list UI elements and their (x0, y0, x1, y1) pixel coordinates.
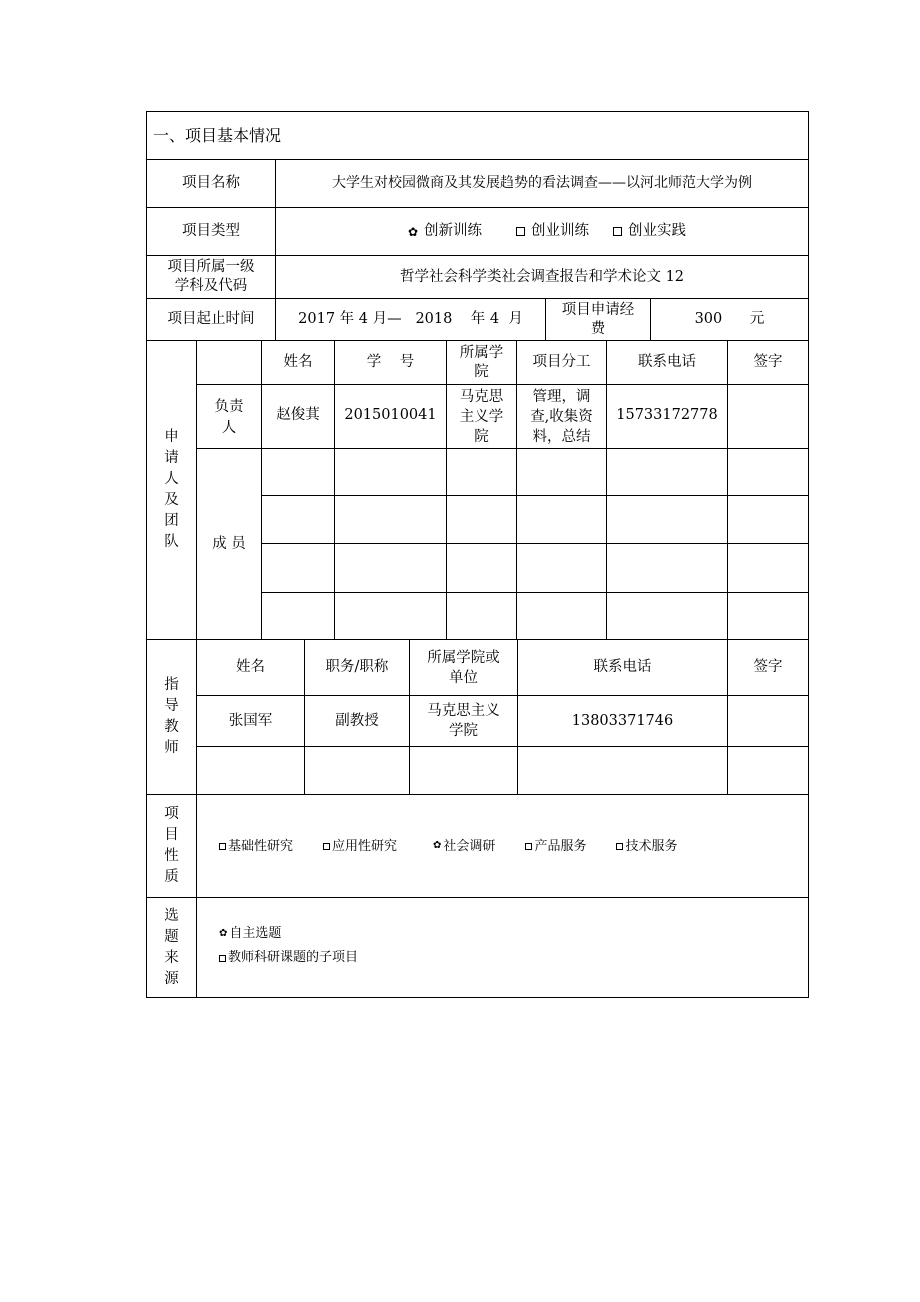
team-row-divider (196, 448, 809, 449)
funding-label: 项目申请经 费 (561, 301, 635, 337)
leader-signature[interactable] (728, 385, 808, 448)
project-type-options (276, 208, 808, 255)
checkbox-icon (613, 227, 622, 236)
team-header-signature: 签字 (753, 354, 783, 370)
type-option-innovation[interactable]: ✿ 创新训练 (407, 223, 483, 239)
leader-role: 管理，调 查,收集资 料，总结 (530, 388, 593, 445)
team-header-student-id: 学 号 (366, 354, 415, 370)
source-option-self-selected[interactable]: ✿ 自主选题 (219, 926, 282, 941)
type-option-startup-practice[interactable]: 创业实践 (613, 221, 686, 242)
checkbox-icon (219, 843, 226, 850)
checkbox-icon (219, 955, 226, 962)
selected-gear-icon: ✿ (407, 224, 419, 239)
leader-phone: 15733172778 (616, 407, 718, 423)
team-side-label: 申 请 人 及 团 队 (164, 429, 179, 550)
source-side-label: 选 题 来 源 (164, 907, 179, 987)
period-label: 项目起止时间 (167, 311, 255, 327)
team-header-name: 姓名 (283, 354, 313, 370)
source-options (197, 898, 808, 997)
leader-student-id: 2015010041 (344, 407, 437, 423)
nature-option-applied-research[interactable]: 应用性研究 (323, 836, 397, 857)
checkbox-icon (516, 227, 525, 236)
advisor-header-name: 姓名 (236, 659, 265, 675)
checkbox-icon (616, 843, 623, 850)
project-type-label: 项目类型 (182, 223, 240, 239)
source-option-teacher-subproject[interactable]: 教师科研课题的子项目 (219, 946, 358, 970)
advisor-header-phone: 联系电话 (593, 659, 652, 675)
selected-gear-icon: ✿ (433, 840, 442, 851)
table-border-bottom (146, 997, 809, 998)
leader-college: 马克思 主义学 院 (459, 388, 504, 445)
period-value: 2017 年 4 月— 2018 年 4 月 (298, 311, 523, 327)
team-header-phone: 联系电话 (638, 354, 696, 370)
type-option-startup-training[interactable]: 创业训练 (516, 221, 589, 242)
funding-value: 300 元 (694, 311, 765, 327)
nature-side-label: 项 目 性 质 (164, 806, 179, 885)
nature-option-product-service[interactable]: 产品服务 (525, 836, 586, 857)
advisor-title: 副教授 (335, 712, 379, 729)
team-header-college: 所属学 院 (459, 344, 504, 380)
advisor-name: 张国军 (228, 712, 273, 729)
project-name-value: 大学生对校园微商及其发展趋势的看法调查——以河北师范大学为例 (332, 175, 752, 191)
advisor-header-unit: 所属学院或 单位 (427, 649, 500, 686)
nature-options (197, 795, 808, 897)
nature-option-tech-service[interactable]: 技术服务 (616, 836, 677, 857)
section-title: 一、项目基本情况 (153, 126, 282, 145)
discipline-value: 哲学社会科学类社会调查报告和学术论文 12 (399, 268, 685, 285)
checkbox-icon (525, 843, 532, 850)
leader-label: 负责 人 (214, 399, 244, 436)
members-label: 成 员 (212, 535, 246, 552)
discipline-label: 项目所属一级 学科及代码 (167, 259, 255, 294)
nature-option-social-survey[interactable]: ✿ 社会调研 (433, 838, 496, 854)
advisor-phone: 13803371746 (571, 712, 674, 729)
table-border-right (808, 111, 809, 998)
advisor-unit: 马克思主义 学院 (427, 703, 500, 739)
advisor-side-label: 指 导 教 师 (164, 677, 179, 756)
nature-option-basic-research[interactable]: 基础性研究 (219, 836, 293, 857)
checkbox-icon (323, 843, 330, 850)
project-name-label: 项目名称 (182, 175, 240, 191)
advisor-row-divider (196, 746, 809, 747)
leader-name: 赵俊萁 (276, 407, 320, 423)
selected-gear-icon: ✿ (219, 928, 228, 939)
team-header-role: 项目分工 (532, 354, 591, 370)
advisor-header-title: 职务/职称 (325, 659, 389, 675)
advisor-header-signature: 签字 (753, 659, 783, 675)
advisor-signature[interactable] (728, 696, 808, 746)
